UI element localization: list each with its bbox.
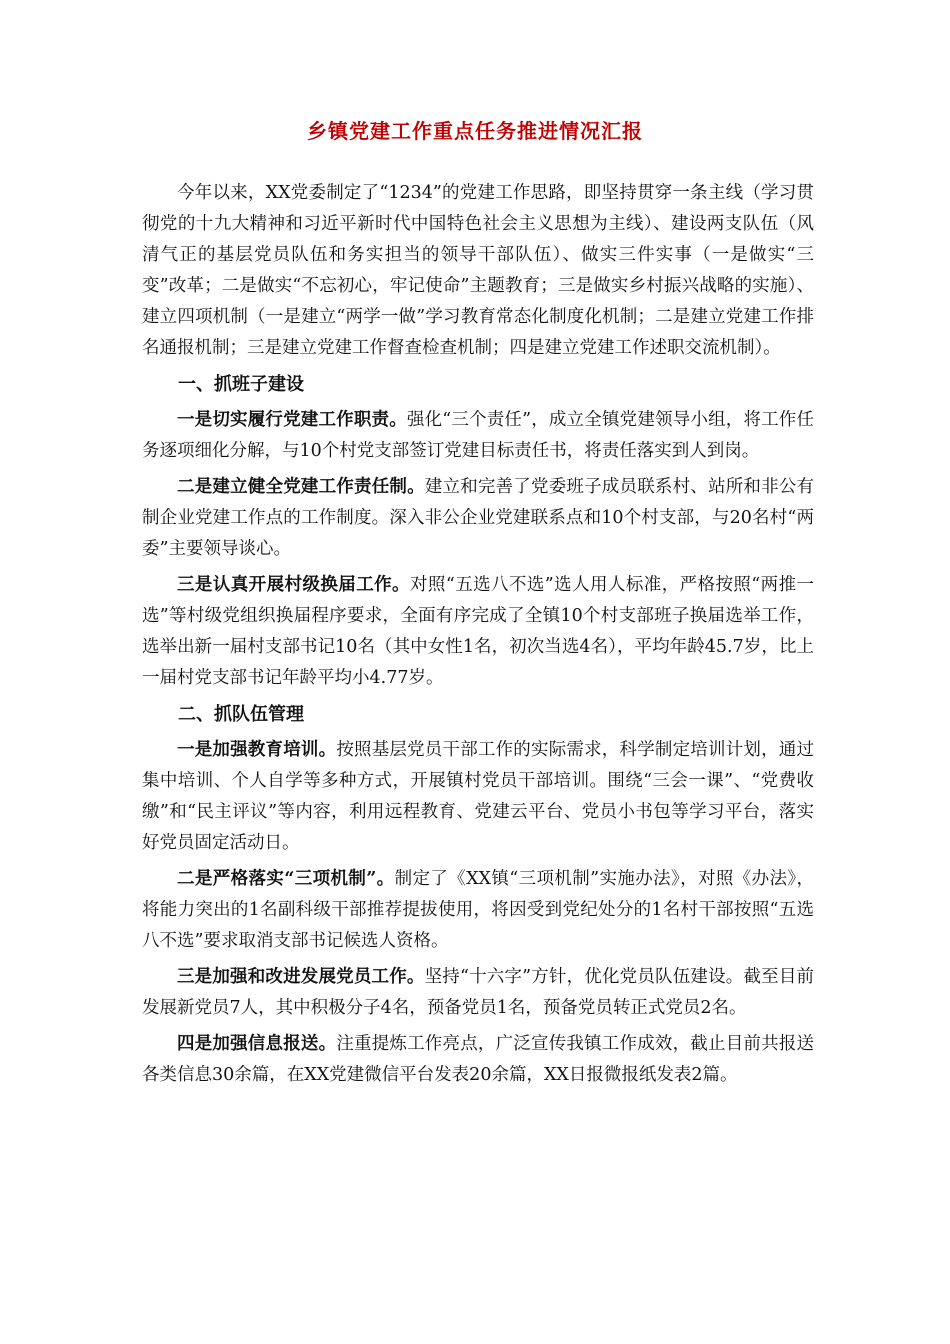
intro-paragraph: 今年以来，XX党委制定了“1234”的党建工作思路，即坚持贯穿一条主线（学习贯彻党的十九大精神和习近平新时代中国特色社会主义思想为主线）、建设两支队伍（风清气正的基层党员队伍和务实担当的领导干部队伍）、做实三件实事（一是做实“三变”改革；二是做实“不忘初心，牢记使命”主题教育；三是做实乡村振兴战略的实施）、建立四项机制（一是建立“两学一做”学习教育常态化制度化机制；二是建立党建工作排名通报机制；三是建立党建工作督查检查机制；四是建立党建工作述职交流机制）。 — [142, 183, 814, 358]
section-2-item-1 — [142, 735, 814, 859]
item-text: 注重提炼工作亮点，广泛宣传我镇工作成效，截止目前共报送各类信息30余篇，在XX党建微信平台发表20余篇，XX日报微报纸发表2篇。 — [142, 1034, 815, 1085]
item-text: 坚持“十六字”方针，优化党员队伍建设。截至目前发展新党员7人，其中积极分子4名，预备党员1名，预备党员转正式党员2名。 — [142, 967, 814, 1018]
section-2-item-4 — [142, 1029, 814, 1091]
item-lead: 一是加强教育培训。 — [177, 740, 337, 760]
section-1-item-3 — [142, 570, 814, 694]
item-text: 对照“五选八不选”选人用人标准，严格按照“两推一选”等村级党组织换届程序要求，全面有序完成了全镇10个村支部班子换届选举工作，选举出新一届村支部书记10名（其中女性1名，初次当选4名），平均年龄45.7岁，比上一届村党支部书记年龄平均小4.77岁。 — [142, 575, 815, 688]
item-lead: 二是建立健全党建工作责任制。 — [177, 477, 425, 497]
item-text: 建立和完善了党委班子成员联系村、站所和非公有制企业党建工作点的工作制度。深入非公企业党建联系点和10个村支部，与20名村“两委”主要领导谈心。 — [142, 477, 815, 559]
document-body — [142, 178, 814, 1096]
section-2-item-3 — [142, 962, 814, 1024]
item-lead: 四是加强信息报送。 — [177, 1034, 337, 1054]
item-lead: 二是严格落实“三项机制”。 — [177, 869, 395, 889]
section-1-item-2 — [142, 472, 814, 565]
section-heading-2: 二、抓队伍管理 — [178, 704, 304, 725]
item-lead: 一是切实履行党建工作职责。 — [177, 410, 407, 430]
item-text: 强化“三个责任”，成立全镇党建领导小组，将工作任务逐项细化分解，与10个村党支部签订党建目标责任书，将责任落实到人到岗。 — [142, 410, 814, 461]
section-2-item-2 — [142, 864, 814, 957]
item-text: 制定了《XX镇“三项机制”实施办法》，对照《办法》，将能力突出的1名副科级干部推荐提拔使用，将因受到党纪处分的1名村干部按照“五选八不选”要求取消支部书记候选人资格。 — [142, 869, 814, 951]
document-title: 乡镇党建工作重点任务推进情况汇报 — [307, 119, 643, 143]
item-lead: 三是认真开展村级换届工作。 — [177, 575, 410, 595]
section-1-item-1 — [142, 405, 814, 467]
item-lead: 三是加强和改进发展党员工作。 — [177, 967, 425, 987]
item-text: 按照基层党员干部工作的实际需求，科学制定培训计划，通过集中培训、个人自学等多种方式，开展镇村党员干部培训。围绕“三会一课”、“党费收缴”和“民主评议”等内容，利用远程教育、党建云平台、党员小书包等学习平台，落实好党员固定活动日。 — [142, 740, 815, 853]
section-heading-1: 一、抓班子建设 — [178, 374, 304, 395]
